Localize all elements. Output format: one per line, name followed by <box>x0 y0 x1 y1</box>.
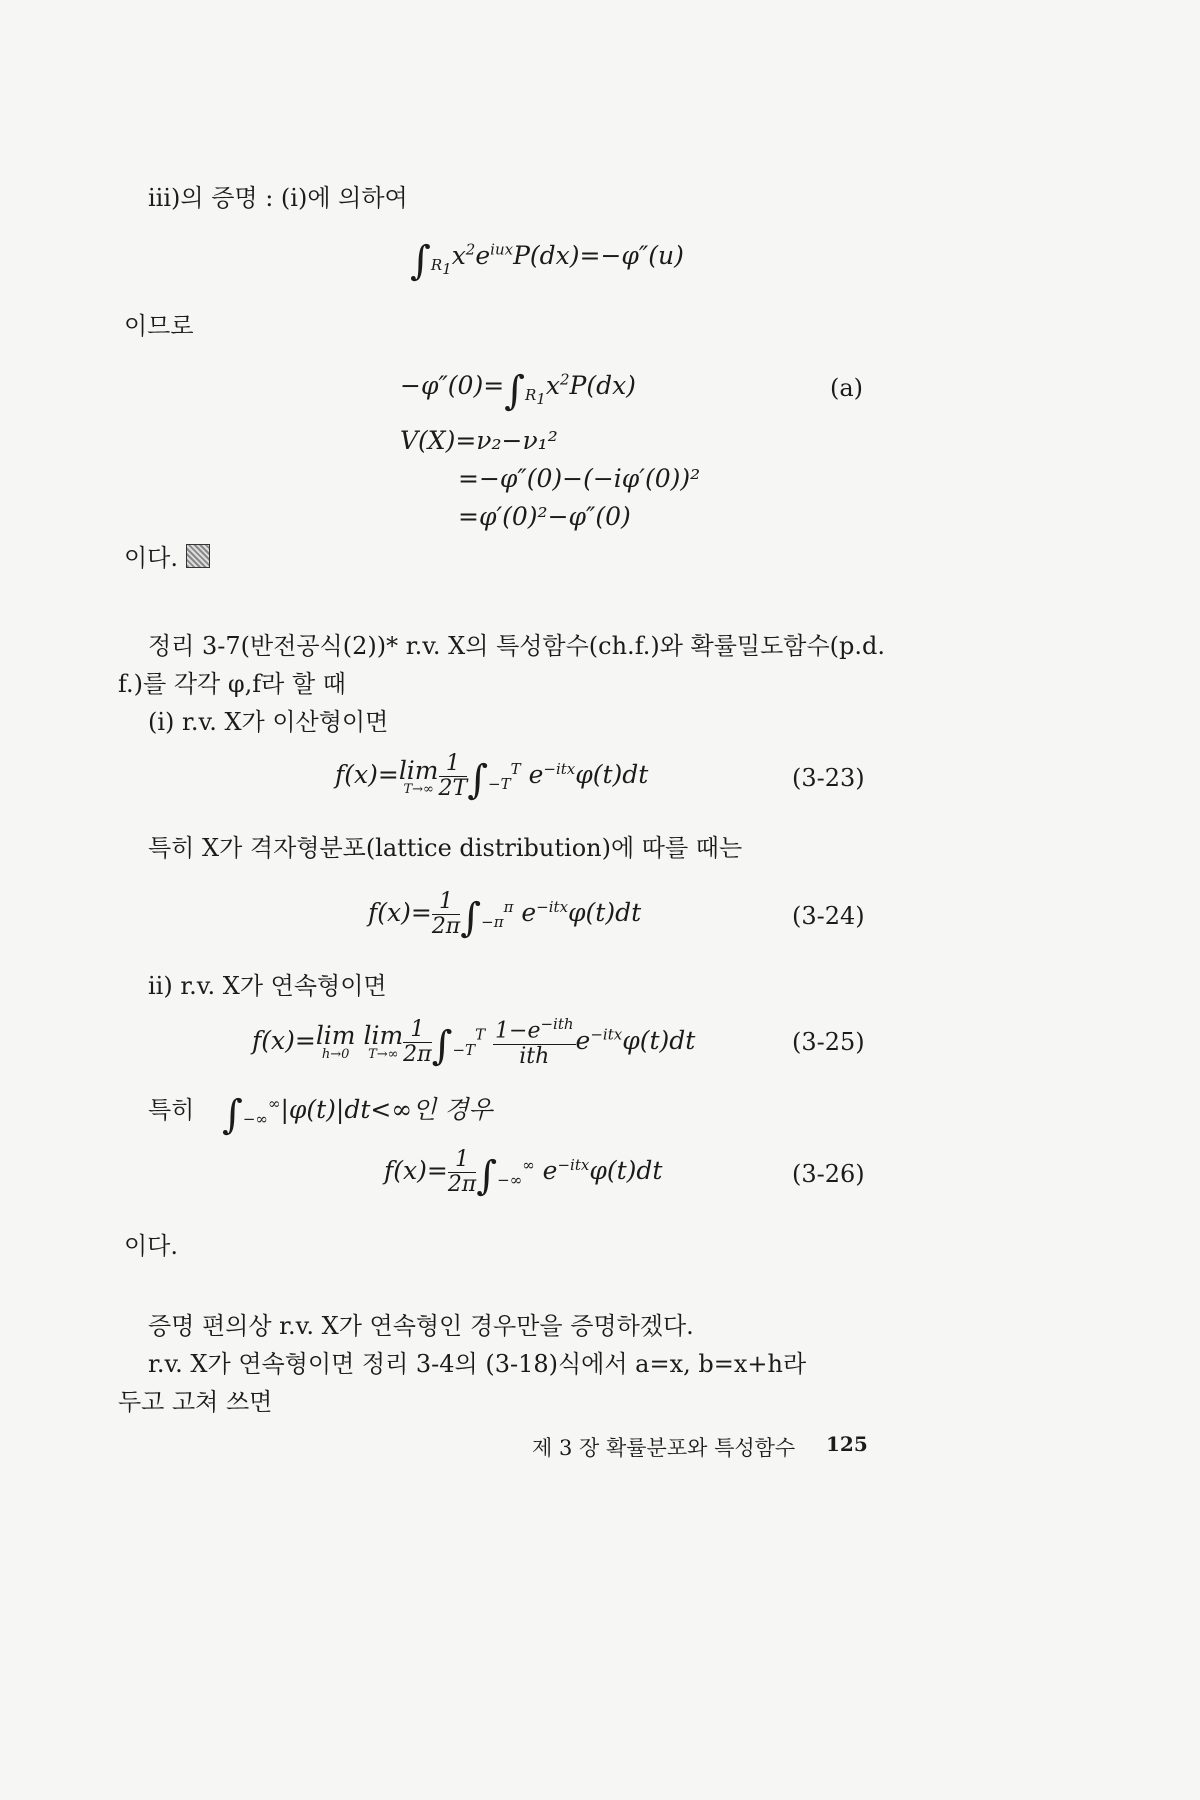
equation-a-line1: $-\varphi''(0)=\int_{R_1}x^2P(dx)$ <box>400 368 636 414</box>
equation-number-3-25: (3-25) <box>792 1028 865 1056</box>
text-special-case: 특히 $\int_{-\infty}^\infty|\varphi(t)|dt<\infty$인 경우 <box>148 1092 493 1138</box>
equation-a-line3: =−φ″(0)−(−iφ′(0))² <box>458 464 701 493</box>
text-teukhi: 특히 <box>148 1096 195 1124</box>
equation-number-3-26: (3-26) <box>792 1160 865 1188</box>
equation-number-3-23: (3-23) <box>792 764 865 792</box>
theorem-3-7-line2: f.)를 각각 φ,f라 할 때 <box>118 670 346 698</box>
proof-iii-heading: iii)의 증명 : (i)에 의하여 <box>148 184 408 212</box>
proof-line1: 증명 편의상 r.v. X가 연속형인 경우만을 증명하겠다. <box>148 1312 694 1340</box>
page-number: 125 <box>826 1432 868 1456</box>
equation-number-a: (a) <box>830 374 864 402</box>
proof-line2: r.v. X가 연속형이면 정리 3-4의 (3-18)식에서 a=x, b=x+h라 <box>148 1350 807 1378</box>
equation-3-25: f(x)= lim h→0 lim T→∞ $\frac{1}{2\pi}$ $\int_{-T}^T$ $\frac{1-e^{-ith}}{\text{ith}}$ $e^{-itx}\varphi(t)dt$ <box>252 1015 696 1069</box>
page-footer-chapter: 제 3 장 확률분포와 특성함수 <box>532 1436 796 1460</box>
qed-square-icon <box>186 544 210 568</box>
text-ida-end: 이다. <box>124 1232 178 1260</box>
equation-3-24: f(x)= $\frac{1}{2\pi}$ $\int_{-\pi}^\pi$ $e^{-itx}\varphi(t)dt$ <box>368 889 642 942</box>
equation-3-23: f(x)= lim T→∞ $\frac{1}{2T}$ $\int_{-T}^T$ $e^{-itx}\varphi(t)dt$ <box>335 751 649 804</box>
equation-3-26: f(x)= $\frac{1}{2\pi}$ $\int_{-\infty}^\infty$ $e^{-itx}\varphi(t)dt$ <box>384 1147 663 1200</box>
equation-a-line4: =φ′(0)²−φ″(0) <box>458 502 631 531</box>
equation-number-3-24: (3-24) <box>792 902 865 930</box>
text-lattice-distribution: 특히 X가 격자형분포(lattice distribution)에 따를 때는 <box>148 834 743 862</box>
text-ida: 이다. <box>124 544 178 572</box>
theorem-3-7-line1: 정리 3-7(반전공식(2))* r.v. X의 특성함수(ch.f.)와 확률밀도함수(p.d. <box>148 632 885 660</box>
proof-line3: 두고 고쳐 쓰면 <box>118 1388 273 1416</box>
case-i-discrete: (i) r.v. X가 이산형이면 <box>148 708 389 736</box>
equation-integral-phi-double-prime: $\int_{R_1}x^2e^{iux}P(dx)=-\varphi''(u)$ <box>410 238 684 284</box>
text-abs-integrable: |φ(t)|dt<∞인 경우 <box>280 1095 493 1124</box>
case-ii-continuous: ii) r.v. X가 연속형이면 <box>148 972 387 1000</box>
text-ida-qed <box>124 538 210 573</box>
equation-a-line2: V(X)=ν₂−ν₁² <box>400 426 558 455</box>
text-imeuro: 이므로 <box>124 312 194 340</box>
